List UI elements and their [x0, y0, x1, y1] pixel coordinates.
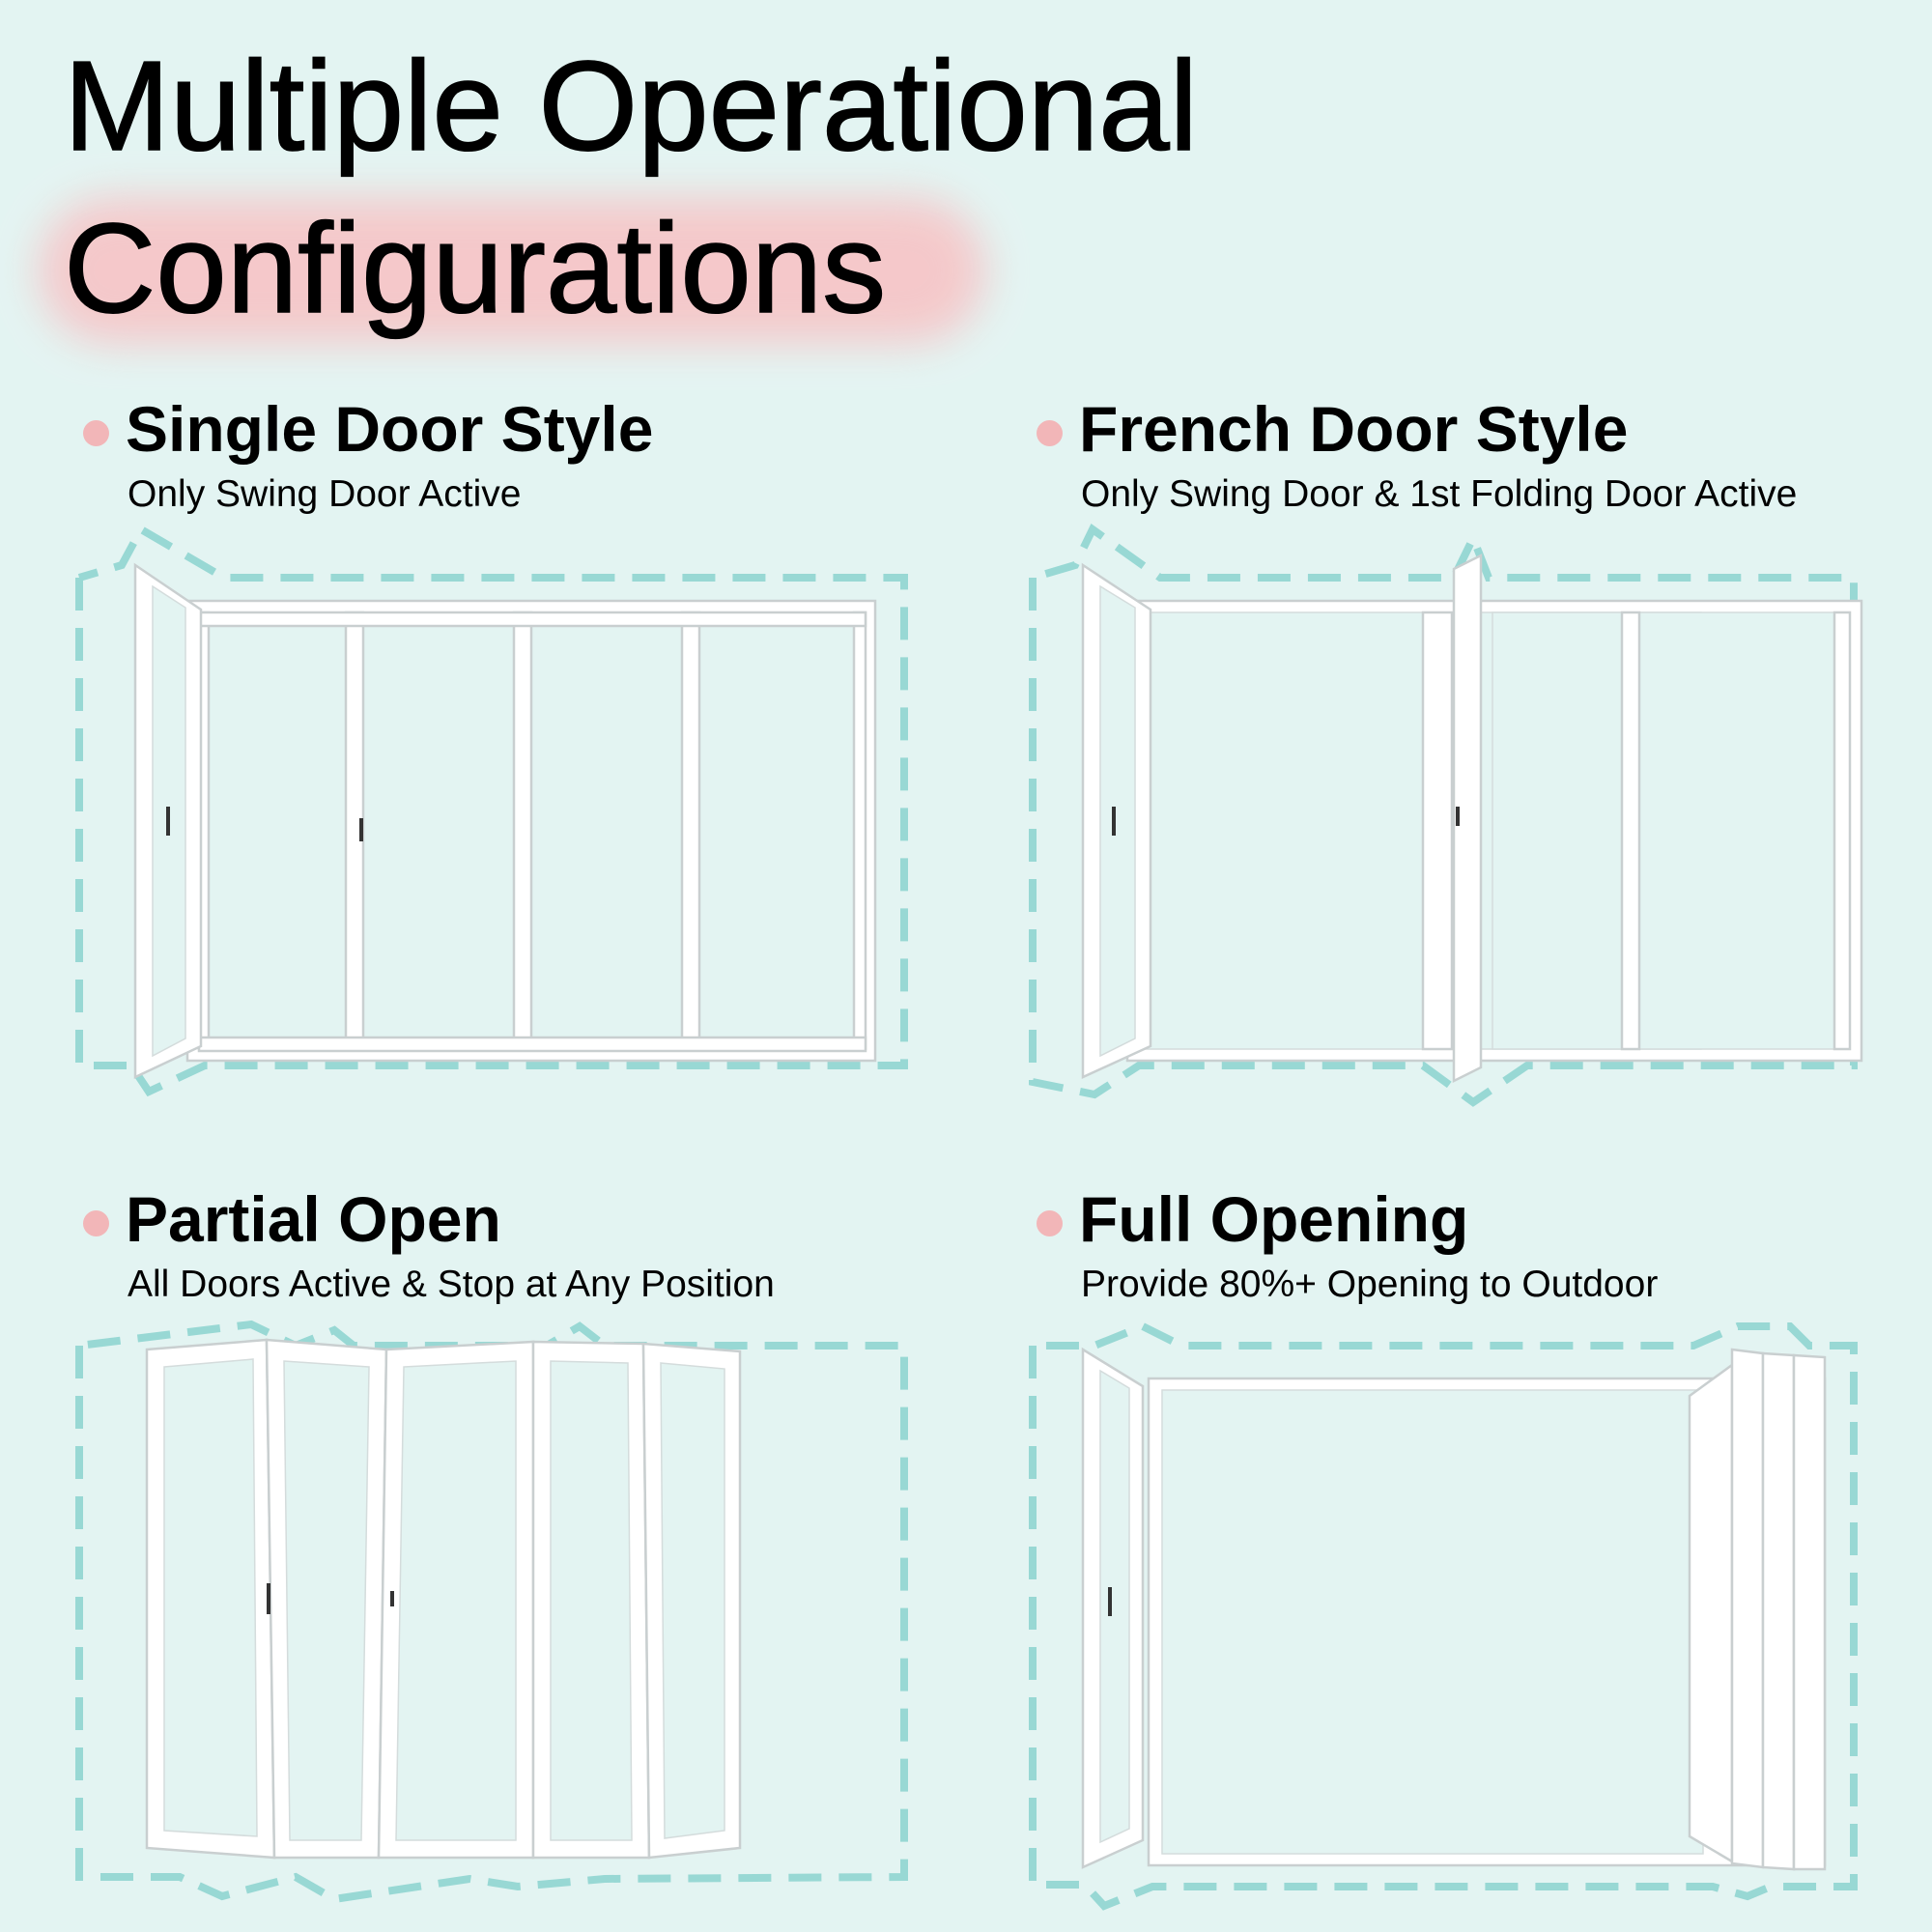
bullet-dot [83, 1210, 109, 1236]
door-panel [514, 612, 531, 1049]
stacked-panel [1732, 1350, 1763, 1867]
glass-area [1162, 1390, 1703, 1854]
door-panel [199, 1037, 866, 1051]
config-partial-open [64, 1181, 952, 1916]
swing-door-glass [1100, 586, 1135, 1056]
door-panel [1423, 612, 1452, 1049]
bifold-glass [661, 1363, 724, 1838]
door-panel [1622, 612, 1639, 1049]
door-panel [854, 612, 866, 1049]
bullet-dot [83, 420, 109, 446]
glass-area [1492, 612, 1850, 1049]
config-heading: Full Opening [1079, 1183, 1469, 1255]
stacked-panel [1763, 1353, 1794, 1869]
stacked-panel [1794, 1355, 1825, 1869]
config-heading: Single Door Style [126, 393, 654, 465]
config-description: All Doors Active & Stop at Any Position [128, 1264, 775, 1305]
config-heading: Partial Open [126, 1183, 501, 1255]
door-panel [682, 612, 699, 1049]
config-full-opening [1017, 1181, 1906, 1916]
partial-open-bifold-illustration [64, 1307, 952, 1916]
config-description: Only Swing Door & 1st Folding Door Active [1081, 473, 1798, 515]
french-door-bifold-illustration [1017, 517, 1906, 1125]
swing-door-glass [1100, 1371, 1129, 1842]
single-door-bifold-illustration [64, 517, 952, 1125]
stacked-panel [1690, 1365, 1732, 1861]
full-opening-bifold-illustration [1017, 1307, 1906, 1916]
bifold-glass [164, 1359, 257, 1836]
door-panel [1834, 612, 1850, 1049]
bifold-glass [396, 1361, 516, 1840]
page-title-line-1: Multiple Operational [64, 35, 1198, 177]
config-heading: French Door Style [1079, 393, 1629, 465]
config-single-door [64, 391, 952, 1125]
config-description: Only Swing Door Active [128, 473, 522, 515]
bullet-dot [1037, 420, 1063, 446]
bifold-glass [551, 1361, 632, 1840]
bifold-glass [284, 1361, 369, 1840]
bullet-dot [1037, 1210, 1063, 1236]
door-panel [199, 612, 866, 626]
page-title-line-2: Configurations [64, 197, 887, 339]
config-description: Provide 80%+ Opening to Outdoor [1081, 1264, 1659, 1305]
config-french-door [1017, 391, 1906, 1125]
